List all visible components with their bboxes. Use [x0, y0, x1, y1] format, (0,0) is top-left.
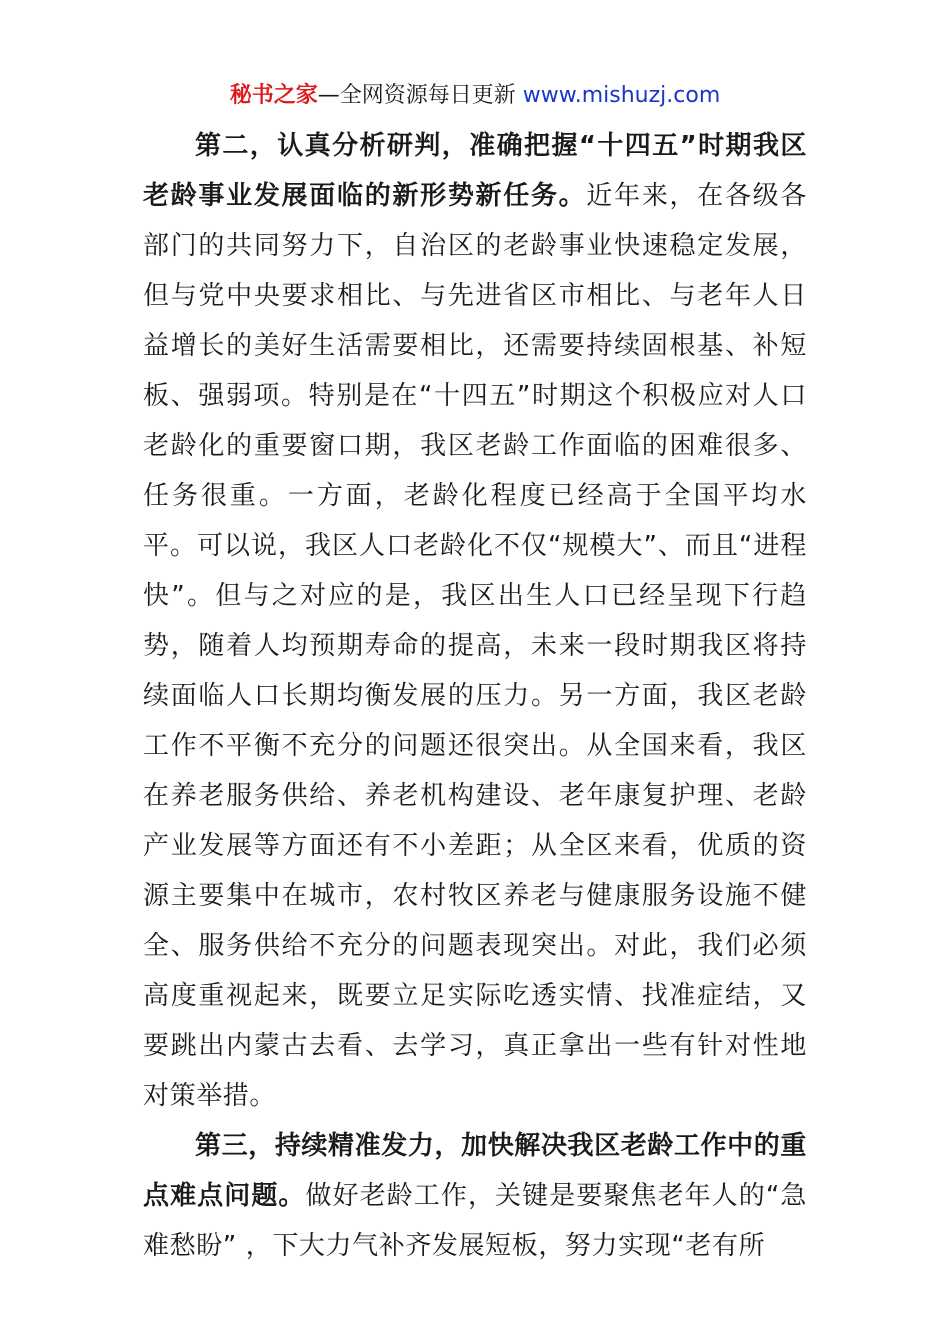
paragraph [143, 1121, 807, 1271]
page-header [0, 80, 950, 112]
paragraph [143, 121, 807, 1121]
header-tagline: —全网资源每日更新 [317, 83, 516, 108]
paragraph-lead: 第二，认真分析研判，准确把握“十四五”时期我区老龄事业发展面临的新形势新任务。 [143, 131, 807, 211]
paragraph-text: 近年来，在各级各部门的共同努力下，自治区的老龄事业快速稳定发展，但与党中央要求相比、与先进省区市相比、与老年人日益增长的美好生活需要相比，还需要持续固根基、补短板、强弱项。特别是在“十四五”时期这个积极应对人口老龄化的重要窗口期，我区老龄工作面临的困难很多、任务很重。一方面，老龄化程度已经高于全国平均水平。可以说，我区人口老龄化不仅“规模大”、而且“进程快”。但与之对应的是，我区出生人口已经呈现下行趋势，随着人均预期寿命的提高，未来一段时期我区将持续面临人口长期均衡发展的压力。另一方面，我区老龄工作不平衡不充分的问题还很突出。从全国来看，我区在养老服务供给、养老机构建设、老年康复护理、老龄产业发展等方面还有不小差距；从全区来看，优质的资源主要集中在城市，农村牧区养老与健康服务设施不健全、服务供给不充分的问题表现突出。对此，我们必须高度重视起来，既要立足实际吃透实情、找准症结，又要跳出内蒙古去看、去学习，真正拿出一些有针对性地对策举措。 [143, 181, 807, 1111]
site-url-link[interactable]: www.mishuzj.com [522, 83, 721, 108]
brand-name: 秘书之家 [229, 83, 318, 108]
document-body [143, 121, 807, 1271]
paragraph-lead: 第三，持续精准发力，加快解决我区老龄工作中的重点难点问题。 [143, 1131, 807, 1211]
paragraph-text: 做好老龄工作，关键是要聚焦老年人的“急难愁盼” ，下大力气补齐发展短板，努力实现“老有所 [143, 1181, 807, 1261]
